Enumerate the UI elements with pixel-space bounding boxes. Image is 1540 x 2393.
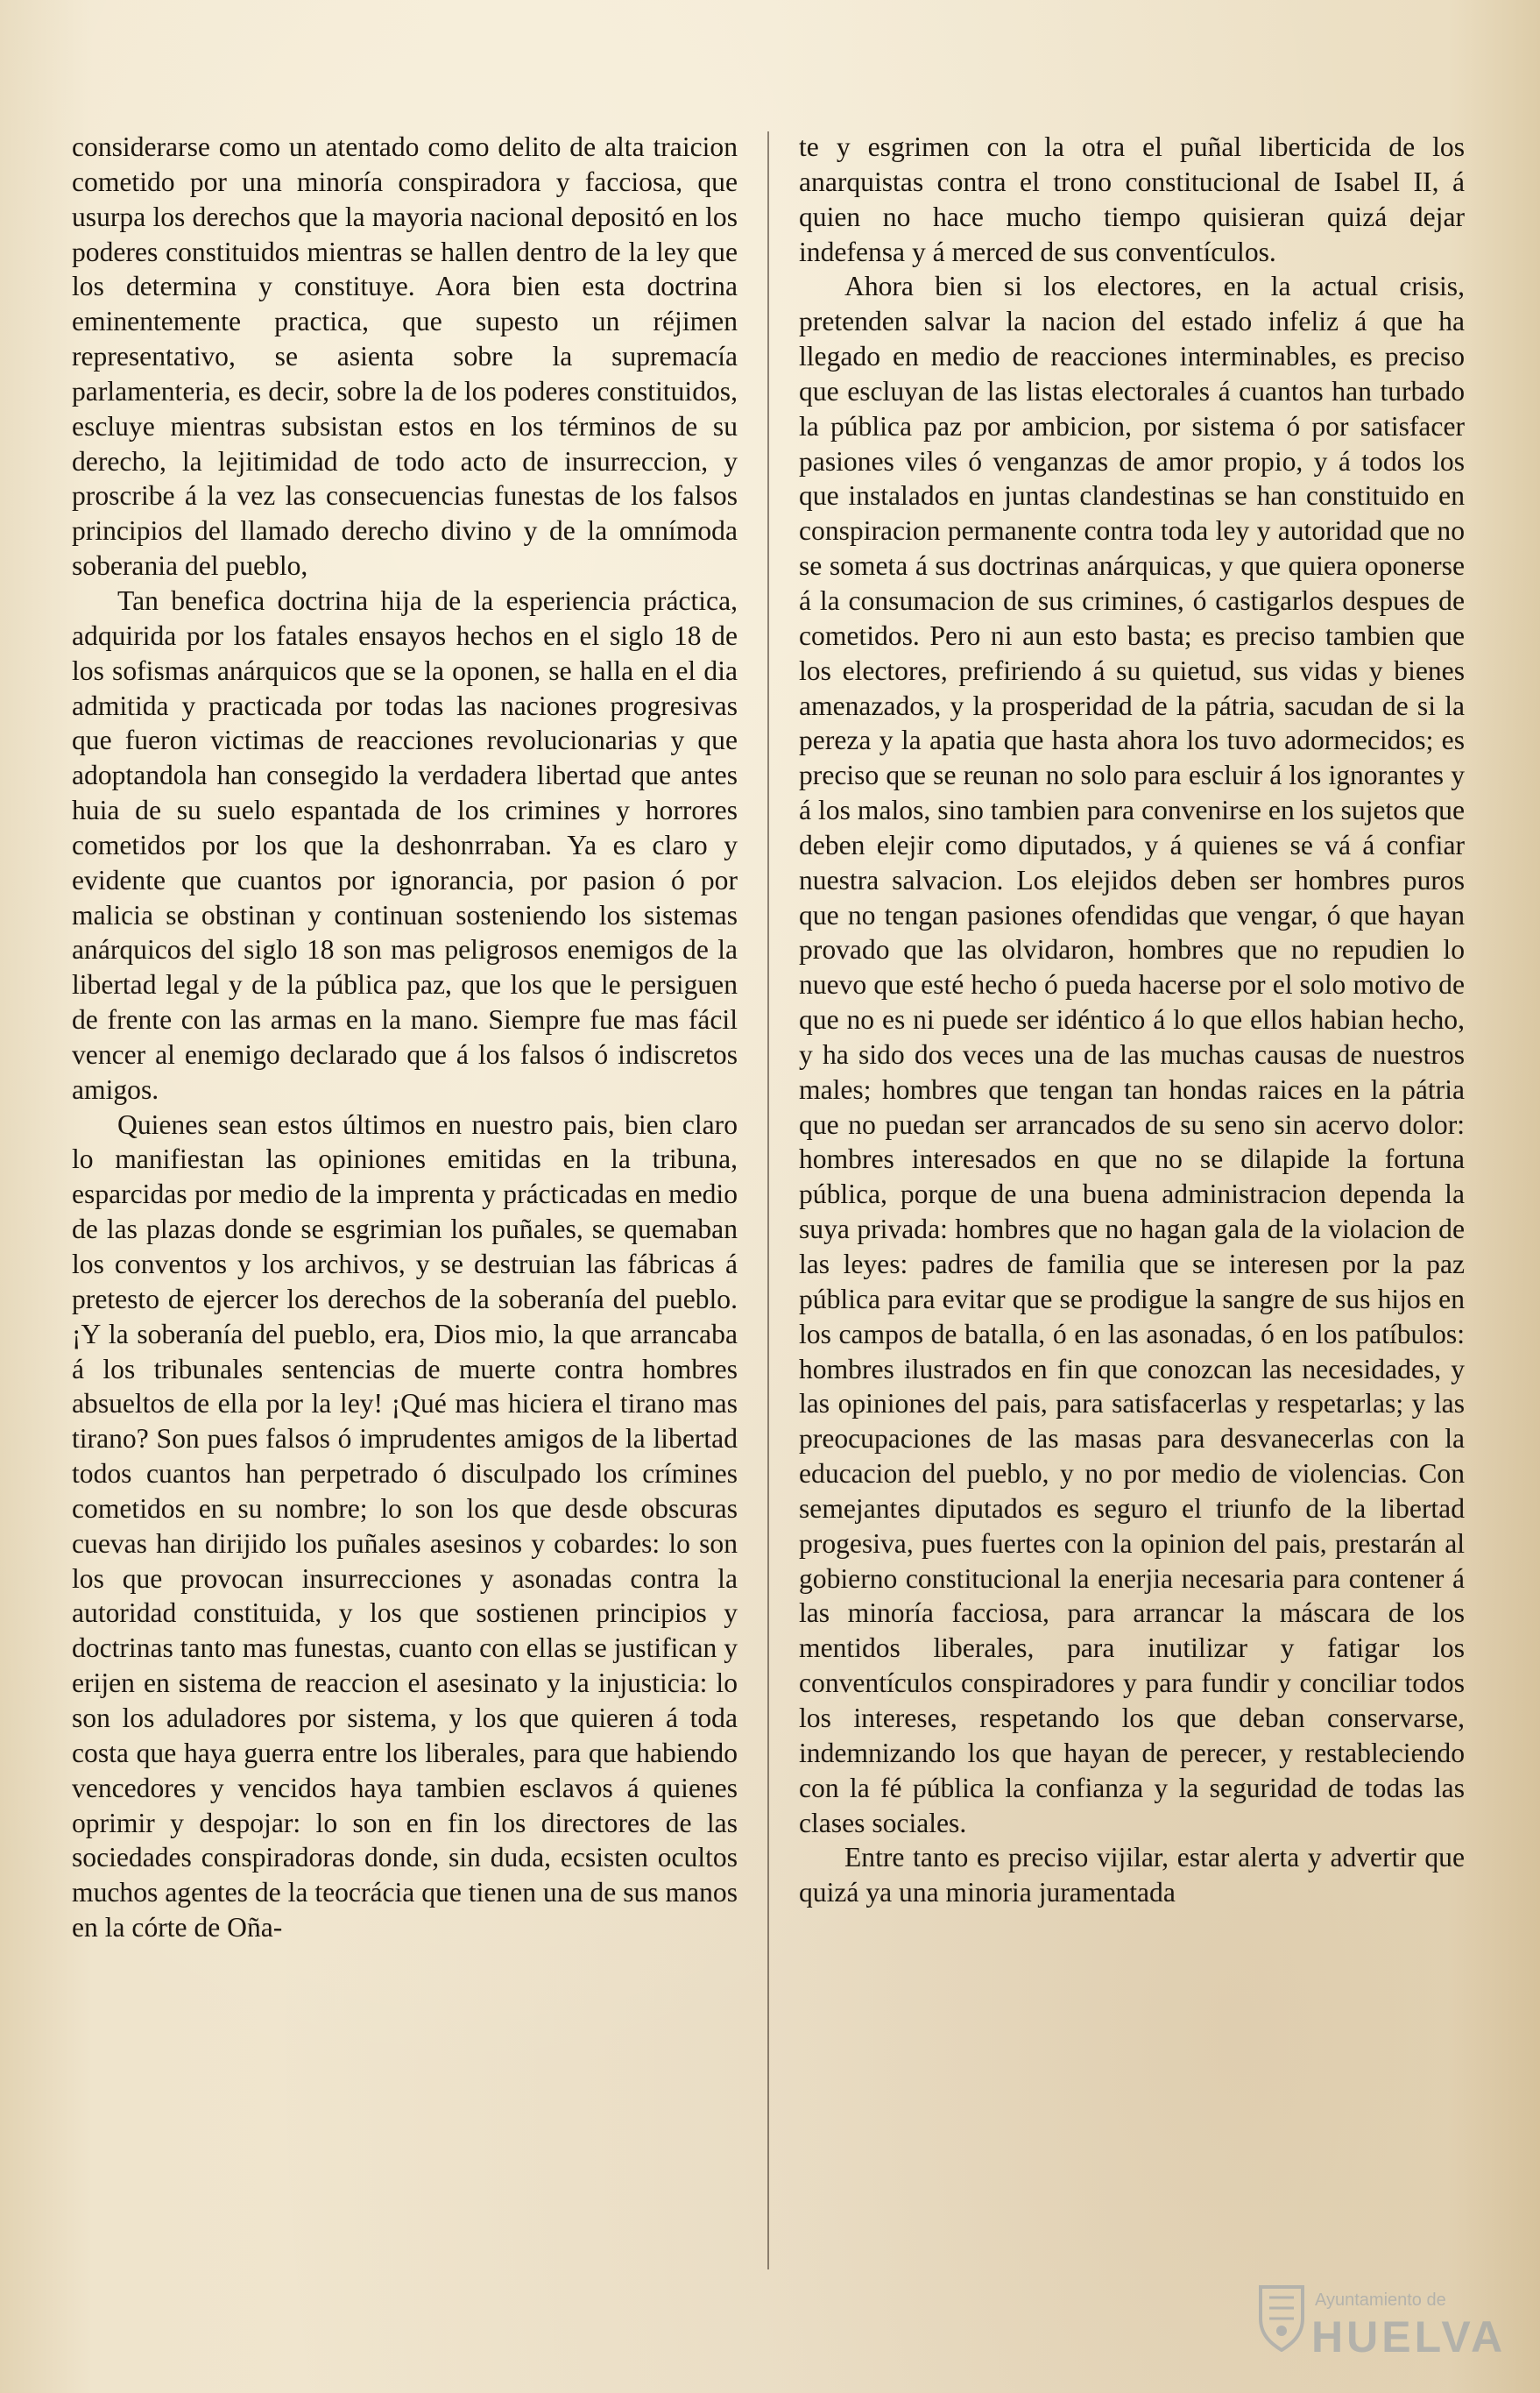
left-paragraph-1: considerarse como un atentado como delito de alta traicion cometido por una minoría conspiradora y facciosa, que usurpa los derechos que la mayoria nacional depositó en los poderes constituidos mientras se hallen dentro de la ley que los determina y constituye. Aora bien esta doctrina eminentemente practica, que supesto un réjimen representativo, se asienta sobre la supremacía parlamenteria, es decir, sobre la de los poderes constituidos, escluye mientras subsistan estos en los términos de su derecho, la lejitimidad de todo acto de insurreccion, y proscribe á la vez las consecuencias funestas de los falsos principios del llamado derecho divino y de la omnímoda soberania del pueblo, (72, 131, 738, 582)
archive-watermark (1257, 2278, 1520, 2375)
column-divider (767, 131, 769, 2269)
coat-of-arms-icon (1257, 2282, 1306, 2352)
watermark-line-1: Ayuntamiento de (1315, 2290, 1446, 2310)
right-paragraph-1: te y esgrimen con la otra el puñal liberticida de los anarquistas contra el trono constitucional de Isabel II, á quien no hace mucho tiempo quisieran quizá dejar indefensa y á merced de sus conventículos. (799, 131, 1465, 267)
right-paragraph-3: Entre tanto es preciso vijilar, estar alerta y advertir que quizá ya una minoria juramentada (799, 1842, 1465, 1908)
left-paragraph-3: Quienes sean estos últimos en nuestro pais, bien claro lo manifiestan las opiniones emitidas en la tribuna, esparcidas por medio de la imprenta y prácticadas en medio de las plazas donde se esgrimian los puñales, se quemaban los conventos y los archivos, y se destruian las fábricas á pretesto de ejercer los derechos de la soberanía del pueblo. ¡Y la soberanía del pueblo, era, Dios mio, la que arrancaba á los tribunales sentencias de muerte contra hombres absueltos de ella por la ley! ¡Qué mas hiciera el tirano mas tirano? Son pues falsos ó imprudentes amigos de la libertad todos cuantos han perpetrado ó disculpado los crímines cometidos en su nombre; lo son los que desde obscuras cuevas han dirijido los puñales asesinos y cobardes: lo son los que provocan insurrecciones y asonadas contra la autoridad constituida, y los que sostienen principios y doctrinas tanto mas funestas, cuanto con ellas se justifican y erijen en sistema de reaccion el asesinato y la injusticia: lo son los aduladores por sistema, y los que quieren á toda costa que haya guerra entre los liberales, para que habiendo vencedores y vencidos haya tambien esclavos á quienes oprimir y despojar: lo son en fin los directores de las sociedades conspiradoras donde, sin duda, ecsisten ocultos muchos agentes de la teocrácia que tienen una de sus manos en la córte de Oña- (72, 1108, 738, 1943)
right-text-column (799, 130, 1465, 2303)
right-paragraph-2: Ahora bien si los electores, en la actual crisis, pretenden salvar la nacion del estado infeliz á que ha llegado en medio de reacciones interminables, es preciso que escluyan de las listas electorales á cuantos han turbado la pública paz por ambicion, por sistema ó por satisfacer pasiones viles ó venganzas de amor propio, y á todos los que instalados en juntas clandestinas se han constituido en conspiracion permanente contra toda ley y autoridad que no se someta á sus doctrinas anárquicas, y que quiera oponerse á la consumacion de sus crimines, ó castigarlos despues de cometidos. Pero ni aun esto basta; es preciso tambien que los electores, prefiriendo á su quietud, sus vidas y bienes amenazados, y la prosperidad de la pátria, sacudan de si la pereza y la apatia que hasta ahora los tuvo adormecidos; es preciso que se reunan no solo para escluir á los ignorantes y á los malos, sino tambien para convenirse en los sujetos que deben elejir como diputados, y á quienes se vá á confiar nuestra salvacion. Los elejidos deben ser hombres puros que no tengan pasiones ofendidas que vengar, ó que hayan provado que las olvidaron, hombres que no repudien lo nuevo que esté hecho ó pueda hacerse por el solo motivo de que no es ni puede ser idéntico á lo que ellos habian hecho, y ha sido dos veces una de las muchas causas de nuestros males; hombres que tengan tan hondas raices en la pátria que no puedan ser arrancados de su seno sin acervo dolor: hombres interesados en que no se dilapide la fortuna pública, porque de una buena administracion dependa la suya privada: hombres que no hagan gala de la violacion de las leyes: padres de familia que se interesen por la paz pública para evitar que se prodigue la sangre de sus hijos en los campos de batalla, ó en las asonadas, ó en los patíbulos: hombres ilustrados en fin que conozcan las necesidades, y las opiniones del pais, para satisfacerlas y respetarlas; y las preocupaciones de las masas para desvanecerlas con la educacion del pueblo, y no por medio de violencias. Con semejantes diputados es seguro el triunfo de la libertad progesiva, pues fuertes con la opinion del pais, prestarán al gobierno constitucional la enerjia necesaria para contener á las minoría facciosa, para arrancar la máscara de los mentidos liberales, para inutilizar y fatigar los conventículos conspiradores y para fundir y conciliar todos los intereses, respetando los que deban conservarse, indemnizando los que hayan de perecer, y restableciendo con la fé pública la confianza y la seguridad de todas las clases sociales. (799, 271, 1465, 1838)
left-paragraph-2: Tan benefica doctrina hija de la esperiencia práctica, adquirida por los fatales ensayos hechos en el siglo 18 de los sofismas anárquicos que se la oponen, se halla en el dia admitida y practicada por todas las naciones progresivas que fueron victimas de reacciones revolucionarias y que adoptandola han consegido la verdadera libertad que antes huia de su suelo espantada de los crimines y horrores cometidos por los que la deshonrraban. Ya es claro y evidente que cuantos por ignorancia, por pasion ó por malicia se obstinan y continuan sosteniendo los sistemas anárquicos del siglo 18 son mas peligrosos enemigos de la libertad legal y de la pública paz, que los que le persiguen de frente con las armas en la mano. Siempre fue mas fácil vencer al enemigo declarado que á los falsos ó indiscretos amigos. (72, 584, 738, 1105)
left-text-column (72, 130, 738, 2303)
watermark-line-2: HUELVA (1311, 2312, 1507, 2361)
